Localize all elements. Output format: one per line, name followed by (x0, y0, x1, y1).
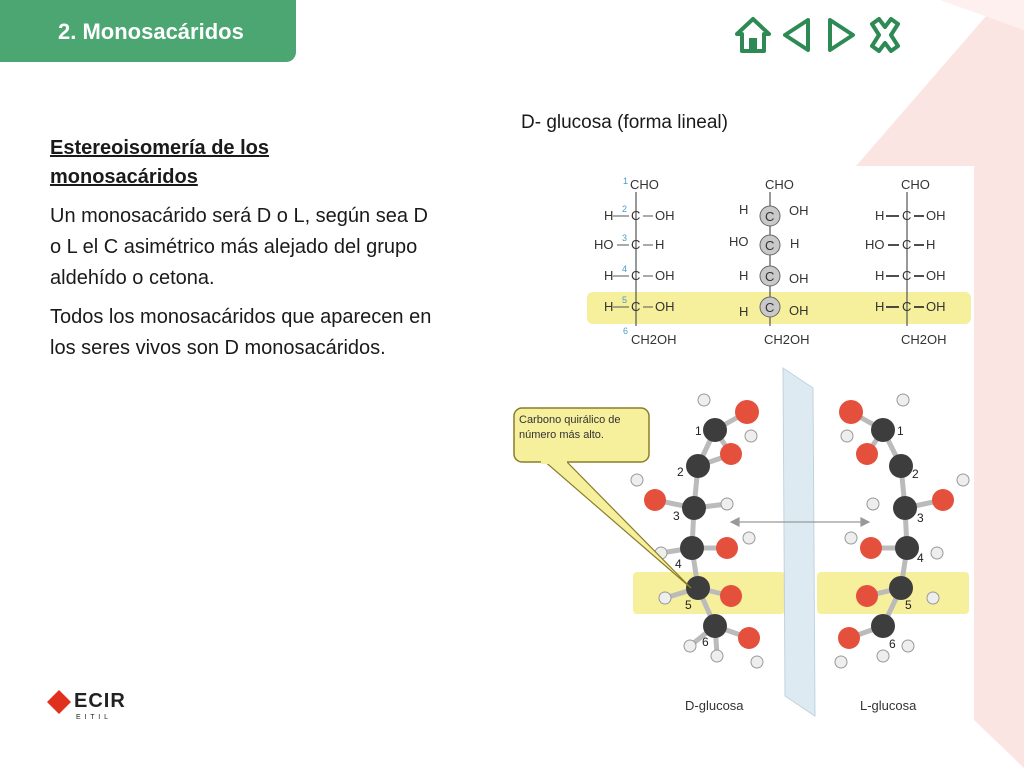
c3-top: CHO (901, 177, 930, 192)
svg-text:C: C (631, 208, 641, 223)
c1-top: CHO (630, 177, 659, 192)
l-carbon-number-3: 3 (917, 511, 924, 525)
paragraph-d-monosaccharides: Todos los monosacáridos que aparecen en los seres vivos son D monosacáridos. (50, 306, 432, 359)
c1-row2-left: HO (594, 237, 614, 252)
home-icon (733, 14, 773, 56)
d-carbon-number-4: 4 (675, 557, 682, 571)
svg-text:OH: OH (789, 303, 809, 318)
c1-bottom: CH2OH (631, 332, 677, 347)
close-button[interactable] (865, 14, 905, 56)
svg-text:C: C (765, 300, 775, 315)
svg-text:H: H (875, 268, 885, 283)
svg-text:C: C (902, 208, 912, 223)
d-carbon-number-2: 2 (677, 465, 684, 479)
d-carbon-number-6: 6 (702, 635, 709, 649)
d-carbon-number-5: 5 (685, 598, 692, 612)
svg-text:OH: OH (789, 203, 809, 218)
l-glucose-model (835, 394, 969, 668)
previous-button[interactable] (777, 14, 817, 56)
d-carbon-number-1: 1 (695, 424, 702, 438)
svg-text:OH: OH (926, 299, 946, 314)
svg-text:C: C (631, 237, 641, 252)
close-icon (865, 14, 905, 56)
c1-row3-right: OH (655, 268, 675, 283)
slide-navigation (733, 14, 905, 56)
svg-text:OH: OH (926, 268, 946, 283)
c1-row2-right: H (655, 237, 665, 252)
triangle-left-icon (777, 14, 817, 56)
section-title: 2. Monosacáridos (58, 19, 244, 44)
svg-text:HO: HO (865, 237, 885, 252)
home-button[interactable] (733, 14, 773, 56)
d-glucose-model (631, 394, 763, 668)
c1-number-6: 6 (623, 326, 629, 336)
c3-bottom: CH2OH (901, 332, 947, 347)
c1-row1-left: H (604, 208, 614, 223)
c1-number-5: 5 (622, 295, 628, 305)
svg-text:H: H (875, 208, 885, 223)
svg-text:C: C (765, 238, 775, 253)
svg-text:H: H (875, 299, 885, 314)
c2-bottom: CH2OH (764, 332, 810, 347)
svg-text:H: H (926, 237, 936, 252)
c1-row3-left: H (604, 268, 614, 283)
c1-row1-right: OH (655, 208, 675, 223)
svg-text:C: C (902, 237, 912, 252)
svg-text:C: C (631, 299, 641, 314)
svg-text:C: C (902, 268, 912, 283)
ecir-logo (46, 686, 146, 722)
c1-row4-right: OH (655, 299, 675, 314)
l-carbon-number-5: 5 (905, 598, 912, 612)
mirror-plane (783, 368, 815, 716)
svg-text:H: H (739, 202, 749, 217)
section-title-tab (0, 0, 296, 62)
c1-number-4: 4 (622, 264, 628, 274)
c1-number-3: 3 (622, 233, 628, 243)
svg-text:H: H (739, 304, 749, 319)
d-carbon-number-3: 3 (673, 509, 680, 523)
svg-text:H: H (790, 236, 800, 251)
l-carbon-number-6: 6 (889, 637, 896, 651)
next-button[interactable] (821, 14, 861, 56)
content-heading: Estereoisomería de los monosacáridos (50, 137, 269, 188)
svg-text:OH: OH (926, 208, 946, 223)
glucose-stereoisomer-diagram (505, 160, 985, 730)
l-carbon-number-4: 4 (917, 551, 924, 565)
callout-text: Carbono quirálico de número más alto. (519, 414, 621, 441)
c1-number-1: 1 (623, 176, 629, 186)
c2-top: CHO (765, 177, 794, 192)
label-l-glucosa: L-glucosa (860, 698, 917, 713)
figure-title: D- glucosa (forma lineal) (521, 112, 728, 133)
svg-text:C: C (631, 268, 641, 283)
c1-row4-left: H (604, 299, 614, 314)
l-carbon-number-2: 2 (912, 467, 919, 481)
l-carbon-number-1: 1 (897, 424, 904, 438)
label-d-glucosa: D-glucosa (685, 698, 744, 713)
svg-text:C: C (765, 269, 775, 284)
svg-text:C: C (765, 209, 775, 224)
svg-text:HO: HO (729, 234, 749, 249)
svg-text:H: H (739, 268, 749, 283)
triangle-right-icon (821, 14, 861, 56)
paragraph-d-or-l: Un monosacárido será D o L, según sea D o L el C asimétrico más alejado del grupo aldehído o cetona. (50, 205, 428, 289)
c1-number-2: 2 (622, 204, 628, 214)
logo-text: ECIR (74, 690, 126, 712)
svg-text:C: C (902, 299, 912, 314)
svg-text:OH: OH (789, 271, 809, 286)
logo-subtext: E I T I L (76, 714, 109, 721)
